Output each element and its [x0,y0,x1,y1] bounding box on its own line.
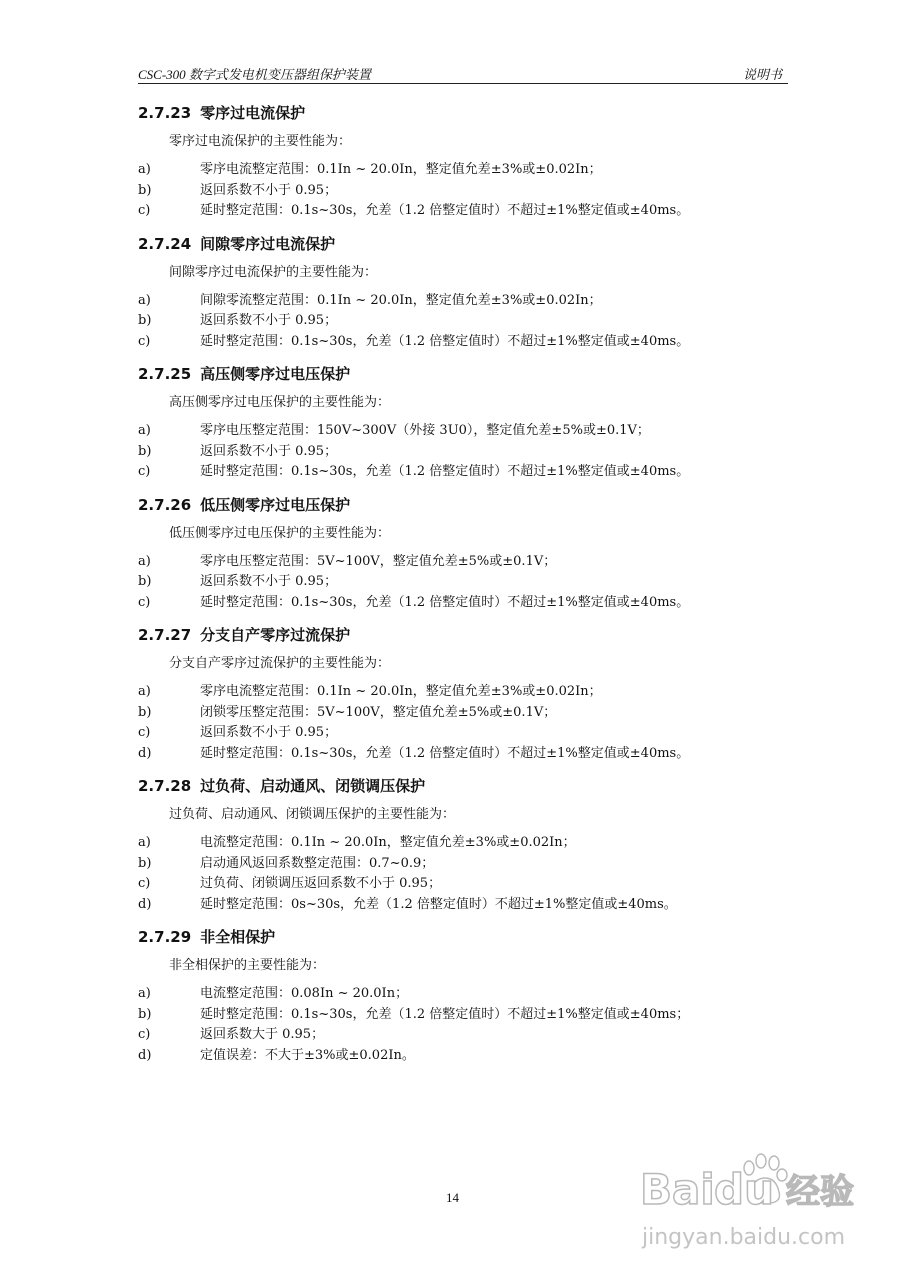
section-intro: 非全相保护的主要性能为： [169,958,326,973]
watermark-product: 经验 [786,1172,854,1212]
list-item-label: b) [138,443,152,459]
section-intro: 分支自产零序过流保护的主要性能为： [169,656,391,671]
list-item-label: d) [138,745,152,761]
list-item [138,703,788,724]
list-item-text: 返回系数不小于 0.95； [200,182,338,198]
list-item [138,744,788,765]
section-number: 2.7.25 [138,365,192,383]
list-item [138,552,788,573]
section-number: 2.7.24 [138,234,192,253]
header-manual-label: 说明书 [742,67,782,82]
list-item-label: c) [138,203,151,218]
page-number: 14 [446,1190,459,1205]
list-item [138,682,788,703]
list-item-text: 定值误差：不大于±3%或±0.02In。 [200,1047,415,1063]
list-item [138,332,788,353]
section-2-7-24 [138,233,788,353]
list-item [138,1005,788,1026]
list-item-label: b) [138,313,152,328]
list-item-text: 延时整定范围：0.1s~30s，允差（1.2 倍整定值时）不超过±1%整定值或±40ms。 [200,745,690,761]
list-item [138,1025,788,1046]
list-item-text: 延时整定范围：0s~30s，允差（1.2 倍整定值时）不超过±1%整定值或±40ms。 [200,896,677,912]
watermark-url: jingyan.baidu.com [642,1225,846,1250]
list-item-text: 零序电压整定范围：150V~300V（外接 3U0），整定值允差±5%或±0.1V； [200,423,650,438]
list-item-label: c) [138,876,151,891]
list-item [138,442,788,463]
header-document-title: CSC-300 数字式发电机变压器组保护装置 [138,67,371,82]
list-item-text: 返回系数不小于 0.95； [200,443,338,459]
list-item-text: 延时整定范围：0.1s~30s，允差（1.2 倍整定值时）不超过±1%整定值或±40ms。 [200,333,690,349]
list-item-label: c) [138,725,151,740]
section-heading [138,233,788,255]
list-item-text: 过负荷、闭锁调压返回系数不小于 0.95； [200,876,442,891]
list-item-text: 零序电流整定范围：0.1In ~ 20.0In，整定值允差±3%或±0.02In； [200,684,602,699]
section-title: 高压侧零序过电压保护 [200,365,351,383]
list-item-text: 返回系数不小于 0.95； [200,313,338,328]
list-item-label: a) [138,553,151,569]
list-item-label: b) [138,182,152,198]
list-item [138,160,788,181]
list-item-text: 启动通风返回系数整定范围：0.7~0.9； [200,855,435,871]
list-item-text: 返回系数不小于 0.95； [200,574,338,589]
list-item [138,311,788,332]
page-header [138,62,788,84]
section-heading [138,494,788,516]
list-item-text: 电流整定范围：0.1In ~ 20.0In，整定值允差±3%或±0.02In； [200,835,576,850]
list-item [138,854,788,875]
section-title: 非全相保护 [200,928,276,946]
spec-list [138,682,788,764]
section-intro: 间隙零序过电流保护的主要性能为： [169,264,378,280]
list-item [138,723,788,744]
spec-list [138,984,788,1066]
section-title: 分支自产零序过流保护 [200,626,351,644]
section-number: 2.7.26 [138,495,192,514]
list-item-label: b) [138,1006,152,1022]
list-item-label: a) [138,835,151,850]
list-item-text: 延时整定范围：0.1s~30s，允差（1.2 倍整定值时）不超过±1%整定值或±40ms； [200,1006,690,1022]
spec-list [138,291,788,353]
section-heading [138,102,788,124]
list-item-label: d) [138,896,152,912]
spec-list [138,552,788,614]
list-item-label: b) [138,855,152,871]
list-item [138,572,788,593]
main-content [138,102,788,1077]
list-item [138,462,788,483]
section-heading [138,363,788,385]
section-2-7-23 [138,102,788,222]
section-number: 2.7.28 [138,777,192,795]
list-item-label: b) [138,704,152,720]
list-item-label: a) [138,292,151,308]
list-item-label: a) [138,423,151,438]
section-heading [138,775,788,797]
section-heading [138,926,788,948]
list-item-label: c) [138,464,151,479]
spec-list [138,833,788,915]
list-item-label: c) [138,594,151,610]
list-item [138,593,788,614]
list-item [138,874,788,895]
baidu-jingyan-watermark [628,1148,868,1263]
spec-list [138,421,788,483]
list-item-text: 延时整定范围：0.1s~30s，允差（1.2 倍整定值时）不超过±1%整定值或±40ms。 [200,594,690,610]
watermark-brand-suffix: du [714,1165,774,1214]
section-number: 2.7.27 [138,626,192,644]
section-intro: 过负荷、启动通风、闭锁调压保护的主要性能为： [169,807,456,822]
section-title: 零序过电流保护 [200,104,306,122]
list-item-label: a) [138,986,151,1001]
section-number: 2.7.29 [138,928,192,946]
section-2-7-25 [138,363,788,483]
list-item-text: 零序电流整定范围：0.1In ~ 20.0In，整定值允差±3%或±0.02In； [200,162,602,177]
section-intro: 零序过电流保护的主要性能为： [169,134,352,149]
list-item-label: d) [138,1047,152,1063]
section-title: 过负荷、启动通风、闭锁调压保护 [200,777,426,795]
section-intro: 低压侧零序过电压保护的主要性能为： [169,525,391,541]
section-number: 2.7.23 [138,104,192,122]
section-title: 间隙零序过电流保护 [200,234,336,253]
list-item-text: 延时整定范围：0.1s~30s，允差（1.2 倍整定值时）不超过±1%整定值或±40ms。 [200,203,690,218]
list-item [138,984,788,1005]
list-item [138,181,788,202]
list-item [138,1046,788,1067]
list-item [138,833,788,854]
list-item-text: 延时整定范围：0.1s~30s，允差（1.2 倍整定值时）不超过±1%整定值或±40ms。 [200,464,690,479]
section-2-7-27 [138,624,788,764]
list-item [138,291,788,312]
section-2-7-29 [138,926,788,1066]
section-intro: 高压侧零序过电压保护的主要性能为： [169,395,391,410]
section-2-7-26 [138,494,788,614]
header-rule [138,83,788,84]
section-2-7-28 [138,775,788,915]
list-item-text: 返回系数不小于 0.95； [200,725,338,740]
section-title: 低压侧零序过电压保护 [200,495,351,514]
watermark-brand: Bai [640,1165,715,1214]
list-item-label: c) [138,333,151,349]
list-item-text: 返回系数大于 0.95； [200,1027,325,1042]
list-item-label: a) [138,162,151,177]
list-item [138,895,788,916]
list-item-label: a) [138,684,151,699]
list-item [138,201,788,222]
list-item-text: 零序电压整定范围：5V~100V，整定值允差±5%或±0.1V； [200,553,557,569]
list-item-text: 间隙零流整定范围：0.1In ~ 20.0In，整定值允差±3%或±0.02In； [200,292,602,308]
list-item-label: c) [138,1027,151,1042]
list-item-text: 电流整定范围：0.08In ~ 20.0In； [200,986,409,1001]
spec-list [138,160,788,222]
list-item [138,421,788,442]
section-heading [138,624,788,646]
list-item-text: 闭锁零压整定范围：5V~100V，整定值允差±5%或±0.1V； [200,704,557,720]
list-item-label: b) [138,574,152,589]
